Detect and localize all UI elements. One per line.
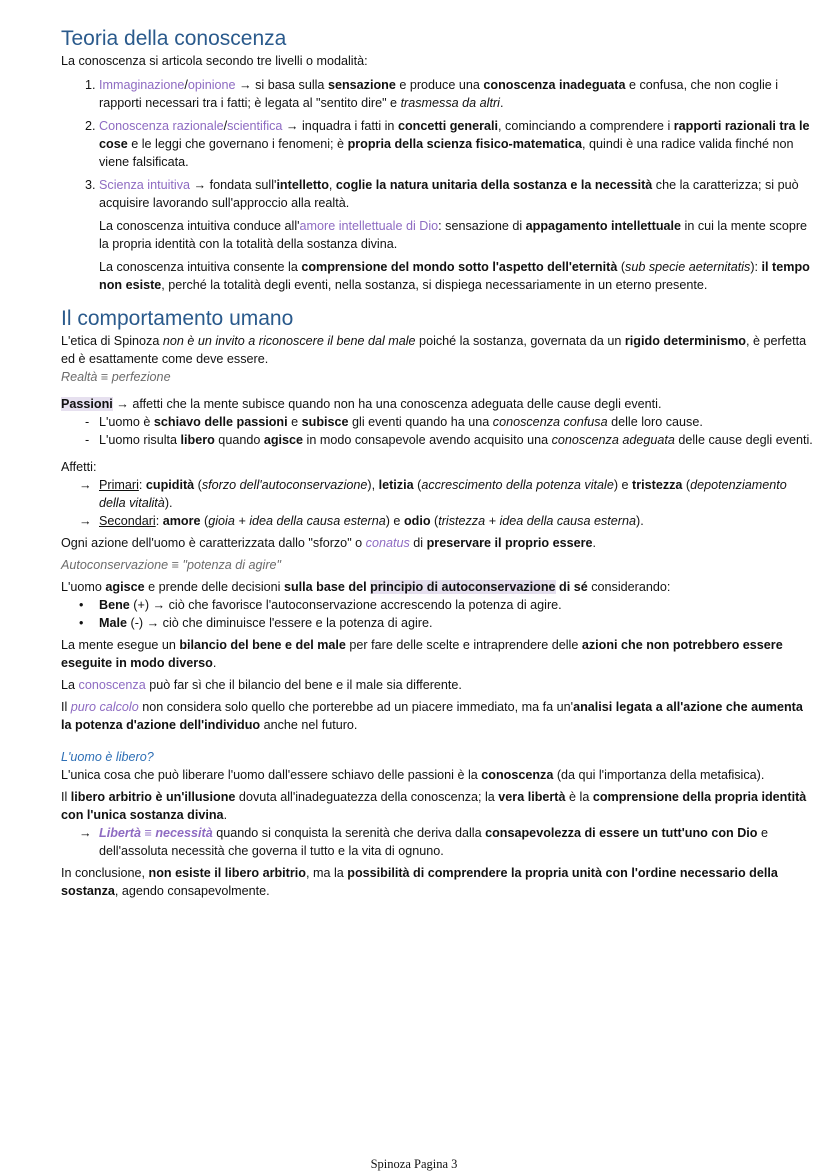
text-run-u: Primari [99, 478, 139, 492]
text-run: . [592, 536, 597, 550]
text-run-i: non è un invito a riconoscere il bene dal male [162, 334, 416, 348]
text-run-b: libero arbitrio è un'illusione [70, 790, 236, 804]
text-run-b: coglie la natura unitaria della sostanza e la necessità [335, 178, 653, 192]
text-run-b: Bene [99, 598, 130, 612]
text-run-b: possibilità di comprendere la propria unità con l'ordine necessario della sostanza [61, 866, 778, 898]
text-run-b: sulla base del [283, 580, 371, 594]
list-item [99, 117, 813, 171]
text-run-b: comprensione della propria identità con l'unica sostanza divina [61, 790, 807, 822]
text-run: delle loro cause. [607, 415, 703, 429]
text-run-b: Male [99, 616, 127, 630]
text-run-p: amore intellettuale di Dio [299, 219, 439, 233]
text-run: (da qui l'importanza della metafisica). [553, 768, 765, 782]
text-run: → affetti che la mente subisce quando non ha una conoscenza adeguata delle cause degli eventi. [112, 397, 662, 411]
paragraph [99, 217, 813, 253]
text-run-pbi: Libertà ≡ necessità [99, 826, 213, 840]
text-run: ( [682, 478, 691, 492]
paragraph [61, 332, 813, 368]
text-run: in cui la mente scopre la propria identità con la totalità della sostanza divina. [99, 219, 808, 251]
text-run-pi: puro calcolo [70, 700, 139, 714]
paragraph [61, 676, 813, 694]
text-run: quando [214, 433, 264, 447]
text-run-i: trasmessa da altri [400, 96, 500, 110]
text-run-p: Immaginazione [99, 78, 185, 92]
text-run-b: non esiste il libero arbitrio [148, 866, 306, 880]
text-run-b: intelletto [276, 178, 329, 192]
text-run: ): [750, 260, 762, 274]
text-run: . [499, 96, 504, 110]
paragraph [61, 698, 813, 734]
list-item [61, 614, 813, 632]
text-run-b: schiavo delle passioni [153, 415, 288, 429]
list-item [61, 824, 813, 860]
paragraph [61, 788, 813, 824]
text-run-g: Realtà ≡ perfezione [61, 370, 171, 384]
heading-teoria-della-conoscenza: Teoria della conoscenza [61, 27, 287, 50]
text-run-p: Scienza intuitiva [99, 178, 191, 192]
text-run-b: comprensione del mondo sotto l'aspetto dell'eternità [301, 260, 618, 274]
text-run: per fare delle scelte e intraprendere delle [345, 638, 582, 652]
subheading-uomo-libero: L'uomo è libero? [61, 750, 154, 764]
text-run: La [61, 678, 79, 692]
text-run: L'unica cosa che può liberare l'uomo dall'essere schiavo delle passioni è la [61, 768, 482, 782]
text-run: → fondata sull' [190, 178, 277, 192]
text-run: (-) → ciò che diminuisce l'essere e la potenza di agire. [127, 616, 433, 630]
text-run: dovuta all'inadeguatezza della conoscenza; la [235, 790, 499, 804]
text-run: Affetti: [61, 460, 97, 474]
paragraph [61, 578, 813, 596]
bullet-marker-icon: • [79, 598, 84, 612]
list-item-text [99, 176, 813, 212]
text-run-b: tristezza [632, 478, 683, 492]
dash-marker-icon: - [85, 415, 90, 429]
list-item [61, 476, 813, 512]
list-item [61, 431, 813, 449]
text-run-b: bilancio del bene e del male [179, 638, 346, 652]
text-run: considerando: [587, 580, 671, 594]
note [61, 556, 813, 574]
paragraph [61, 395, 813, 413]
text-run: : [138, 478, 146, 492]
text-run-b: rigido determinismo [624, 334, 746, 348]
text-run: → inquadra i fatti in [282, 119, 398, 133]
text-run: e prende delle decisioni [144, 580, 284, 594]
note [61, 368, 813, 386]
text-run: Il [61, 700, 71, 714]
text-run: ). [164, 496, 173, 510]
text-run-p: conoscenza [78, 678, 146, 692]
text-run-i: accrescimento della potenza vitale [421, 478, 614, 492]
numbered-list [61, 76, 813, 294]
text-run-b: subisce [301, 415, 349, 429]
text-run-b: libero [180, 433, 215, 447]
text-run: , agendo consapevolmente. [114, 884, 270, 898]
paragraph [99, 258, 813, 294]
text-run: ), [367, 478, 379, 492]
text-run-i: sub specie aeternitatis [625, 260, 751, 274]
text-run: L'uomo [61, 580, 106, 594]
text-run-i: conoscenza confusa [492, 415, 608, 429]
text-run: ( [194, 478, 202, 492]
text-run-b: letizia [378, 478, 414, 492]
text-run: → si basa sulla [235, 78, 328, 92]
list-item [99, 76, 813, 112]
text-run-b: propria della scienza fisico-matematica [347, 137, 583, 151]
text-run: e produce una [395, 78, 484, 92]
text-run: , è perfetta ed è esattamente come deve essere. [61, 334, 807, 366]
text-run-b: consapevolezza di essere un tutt'uno con Dio [485, 826, 758, 840]
text-run: La conoscenza intuitiva consente la [99, 260, 302, 274]
text-run: In conclusione, [61, 866, 149, 880]
arrow-list [61, 824, 813, 860]
text-run: Il [61, 790, 71, 804]
text-run: . [212, 656, 217, 670]
bullet-list [61, 596, 813, 632]
text-run-u: Secondari [99, 514, 156, 528]
text-run-i: depotenziamento della vitalità [99, 478, 787, 510]
text-run: anche nel futuro. [260, 718, 358, 732]
paragraph [61, 864, 813, 900]
text-run: delle cause degli eventi. [674, 433, 813, 447]
text-run: ) e [385, 514, 404, 528]
text-run-b: rapporti razionali tra le cose [99, 119, 810, 151]
text-run: Ogni azione dell'uomo è caratterizzata dallo "sforzo" o [61, 536, 366, 550]
text-run: , perché la totalità degli eventi, nella sostanza, si dispiega necessariamente in un eterno presente. [161, 278, 708, 292]
text-run-h: Passioni [61, 397, 113, 411]
text-run-b: sensazione [327, 78, 396, 92]
text-run: è la [565, 790, 593, 804]
text-run-hb: principio di autoconservazione [370, 580, 556, 594]
text-run: che la caratterizza; si può acquisire lavorando sull'approccio alla realtà. [99, 178, 799, 210]
text-run: L'etica di Spinoza [61, 334, 163, 348]
list-item [61, 512, 813, 530]
list-item [61, 596, 813, 614]
text-run: non considera solo quello che porterebbe ad un piacere immediato, ma fa un' [138, 700, 574, 714]
text-run-b: concetti generali [397, 119, 499, 133]
text-run-b: vera libertà [498, 790, 566, 804]
text-run: . [223, 808, 228, 822]
list-item [61, 413, 813, 431]
text-run-b: amore [162, 514, 201, 528]
text-run-g: Autoconservazione ≡ "potenza di agire" [61, 558, 282, 572]
text-run: poiché la sostanza, governata da un [415, 334, 625, 348]
text-run: : [155, 514, 163, 528]
text-run-b: odio [403, 514, 431, 528]
text-run: / [223, 119, 228, 133]
paragraph [61, 458, 813, 476]
text-run-p: Conoscenza razionale [99, 119, 224, 133]
dash-marker-icon: - [85, 433, 90, 447]
text-run: e [287, 415, 302, 429]
text-run-i: gioia + idea della causa esterna [208, 514, 386, 528]
text-run-i: sforzo dell'autoconservazione [201, 478, 368, 492]
text-run: La conoscenza intuitiva conduce all' [99, 219, 300, 233]
text-run: ). [636, 514, 644, 528]
paragraph [61, 52, 813, 70]
text-run: , ma la [305, 866, 348, 880]
text-run: , [328, 178, 336, 192]
text-run: può far sì che il bilancio del bene e il male sia differente. [145, 678, 462, 692]
paragraph [61, 636, 813, 672]
text-run-pi: conatus [365, 536, 410, 550]
text-run: ( [617, 260, 626, 274]
text-run: ) e [613, 478, 633, 492]
heading-comportamento-umano: Il comportamento umano [61, 307, 294, 330]
text-run-i: tristezza + idea della causa esterna [438, 514, 636, 528]
text-run-b: conoscenza inadeguata [483, 78, 626, 92]
text-run: L'uomo è [99, 415, 154, 429]
text-run-b: cupidità [145, 478, 195, 492]
text-run-i: conoscenza adeguata [551, 433, 675, 447]
text-run: e confusa, che non coglie i rapporti necessari tra i fatti; è legata al "sentito dire" e [99, 78, 779, 110]
text-run-b: conoscenza [481, 768, 554, 782]
text-run: La mente esegue un [61, 638, 180, 652]
arrow-marker-icon: → [79, 478, 92, 492]
text-run-p: opinione [187, 78, 236, 92]
text-run: L'uomo risulta [99, 433, 181, 447]
text-run: in modo consapevole avendo acquisito una [303, 433, 552, 447]
arrow-marker-icon: → [79, 514, 92, 528]
text-run-b: appagamento intellettuale [525, 219, 682, 233]
page-footer: Spinoza Pagina 3 [370, 1157, 458, 1171]
text-run-b: il tempo non esiste [99, 260, 810, 292]
paragraph [61, 534, 813, 552]
text-run: e le leggi che governano i fenomeni; è [127, 137, 348, 151]
text-run: , cominciando a comprendere i [498, 119, 674, 133]
text-run: (+) → ciò che favorisce l'autoconservazione accrescendo la potenza di agire. [129, 598, 562, 612]
arrow-marker-icon: → [79, 826, 92, 840]
text-run: gli eventi quando ha una [348, 415, 493, 429]
text-run: ( [200, 514, 209, 528]
text-run-b: azioni che non potrebbero essere eseguite in modo diverso [61, 638, 783, 670]
text-run: di [409, 536, 427, 550]
text-run-b: agisce [263, 433, 304, 447]
text-run: ( [413, 478, 422, 492]
text-run: La conoscenza si articola secondo tre livelli o modalità: [61, 54, 368, 68]
dash-list [61, 413, 813, 449]
text-run: e dell'assoluta necessità che governa il tutto e la vita di ognuno. [99, 826, 769, 858]
text-run: ( [430, 514, 439, 528]
text-run: / [184, 78, 188, 92]
text-run-b: analisi legata a all'azione che aumenta la potenza d'azione dell'individuo [61, 700, 803, 732]
list-item [99, 176, 813, 294]
arrow-list [61, 476, 813, 530]
paragraph [61, 766, 813, 784]
document-page [61, 26, 813, 904]
text-run-b: di sé [555, 580, 588, 594]
text-run-b: agisce [105, 580, 145, 594]
bullet-marker-icon: • [79, 616, 84, 630]
text-run: quando si conquista la serenità che deriva dalla [212, 826, 486, 840]
text-run-p: scientifica [227, 119, 283, 133]
text-run: : sensazione di [438, 219, 526, 233]
text-run-b: preservare il proprio essere [426, 536, 593, 550]
text-run: , quindi è una radice valida finché non viene falsificata. [99, 137, 794, 169]
